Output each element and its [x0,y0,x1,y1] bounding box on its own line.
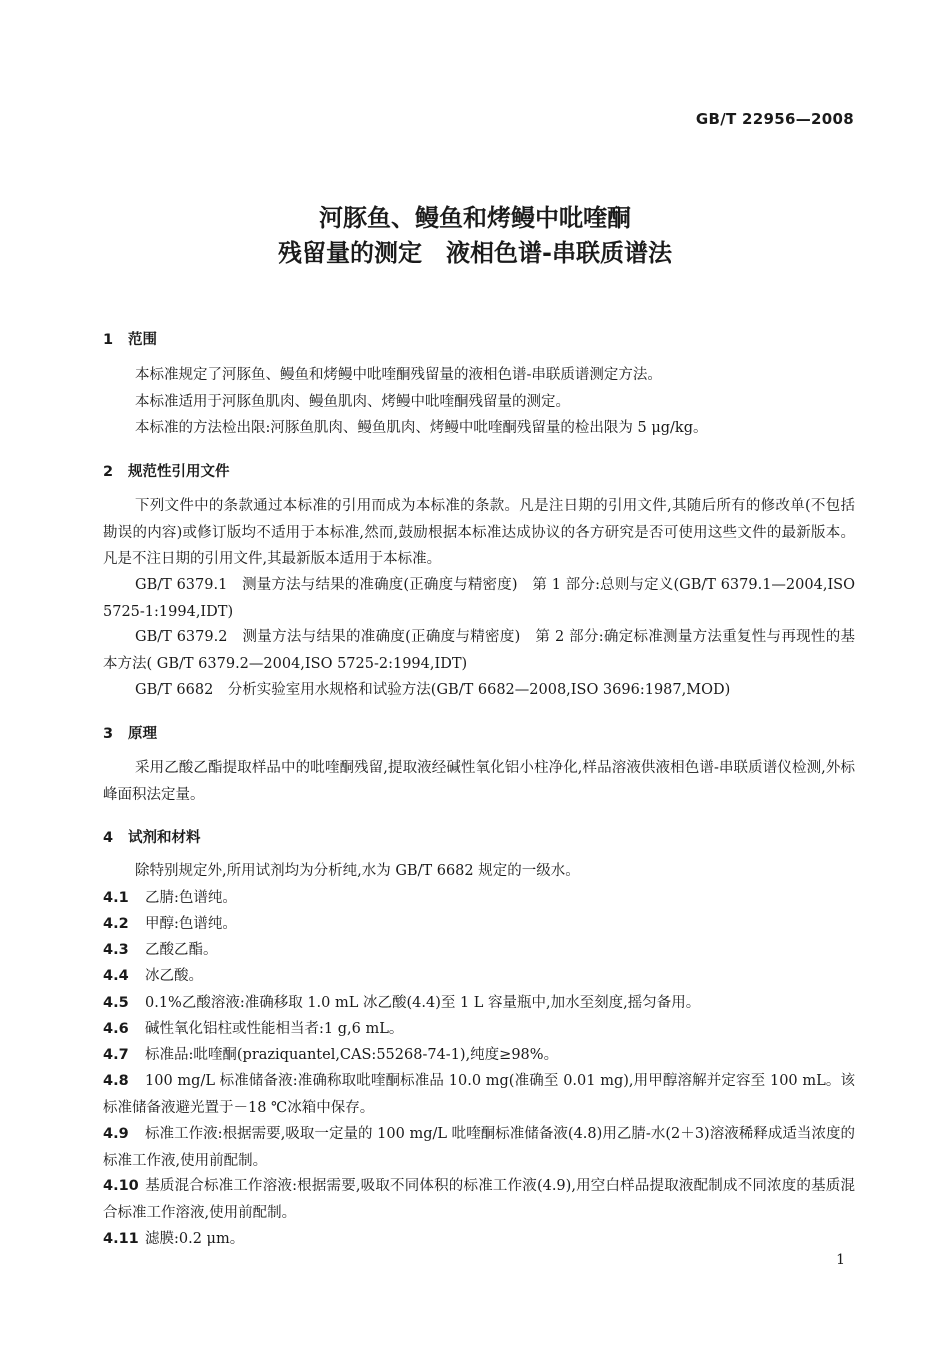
item-text: 滤膜:0.2 μm。 [145,1231,245,1247]
section-title: 规范性引用文件 [128,464,230,480]
item-number: 4.7 [103,1047,129,1063]
reagent-item [103,1226,855,1253]
reagent-item [103,1016,855,1043]
section-number: 1 [103,332,114,348]
section-title: 原理 [128,726,157,742]
item-text: 乙酸乙酯。 [145,942,218,958]
item-number: 4.2 [103,916,129,932]
section-1-paragraph: 本标准规定了河豚鱼、鳗鱼和烤鳗中吡喹酮残留量的液相色谱-串联质谱测定方法。 [135,367,662,383]
section-1-paragraph: 本标准的方法检出限:河豚鱼肌肉、鳗鱼肌肉、烤鳗中吡喹酮残留量的检出限为 5 μg/kg。 [135,420,708,436]
item-text: 碱性氧化铝柱或性能相当者:1 g,6 mL。 [145,1021,404,1037]
reagent-item [103,937,855,964]
item-text: 100 mg/L 标准储备液:准确称取吡喹酮标准品 10.0 mg(准确至 0.01 mg),用甲醇溶解并定容至 100 mL。该标准储备液避光置于－18 ℃冰箱中保存。 [103,1073,855,1116]
item-number: 4.5 [103,995,129,1011]
item-number: 4.9 [103,1126,129,1142]
item-text: 冰乙酸。 [145,968,203,984]
item-number: 4.8 [103,1073,129,1089]
section-2-intro: 下列文件中的条款通过本标准的引用而成为本标准的条款。凡是注日期的引用文件,其随后所有的修改单(不包括勘误的内容)或修订版均不适用于本标准,然而,鼓励根据本标准达成协议的各方研究是否可使用这些文件的最新版本。凡是不注日期的引用文件,其最新版本适用于本标准。 [103,498,855,567]
section-4-intro: 除特别规定外,所用试剂均为分析纯,水为 GB/T 6682 规定的一级水。 [135,863,580,879]
document-title-line-2: 残留量的测定 液相色谱-串联质谱法 [278,239,672,267]
reagent-item [103,963,855,990]
reagent-item [103,1173,855,1226]
item-text: 0.1%乙酸溶液:准确移取 1.0 mL 冰乙酸(4.4)至 1 L 容量瓶中,加水至刻度,摇匀备用。 [145,995,701,1011]
section-3-heading [103,722,157,743]
reagent-item [103,1121,855,1174]
item-number: 4.6 [103,1021,129,1037]
item-text: 甲醇:色谱纯。 [145,916,237,932]
item-number: 4.10 [103,1178,139,1194]
item-text: 基质混合标准工作溶液:根据需要,吸取不同体积的标准工作液(4.9),用空白样品提取液配制成不同浓度的基质混合标准工作溶液,使用前配制。 [103,1178,855,1221]
reagent-item [103,1042,855,1069]
reagent-item [103,911,855,938]
item-number: 4.4 [103,968,129,984]
section-3-paragraph: 采用乙酸乙酯提取样品中的吡喹酮残留,提取液经碱性氧化铝小柱净化,样品溶液供液相色谱-串联质谱仪检测,外标峰面积法定量。 [103,760,855,803]
section-1-paragraph: 本标准适用于河豚鱼肌肉、鳗鱼肌肉、烤鳗中吡喹酮残留量的测定。 [135,394,570,410]
normative-reference: GB/T 6379.2 测量方法与结果的准确度(正确度与精密度) 第 2 部分:确定标准测量方法重复性与再现性的基本方法( GB/T 6379.2—2004,ISO 5725-2:1994,IDT) [103,629,855,672]
item-text: 标准工作液:根据需要,吸取一定量的 100 mg/L 吡喹酮标准储备液(4.8)用乙腈-水(2＋3)溶液稀释成适当浓度的标准工作液,使用前配制。 [103,1126,855,1169]
reagent-item [103,1068,855,1121]
item-number: 4.3 [103,942,129,958]
section-number: 4 [103,830,114,846]
section-1-heading [103,328,157,349]
section-number: 2 [103,464,114,480]
reagent-item [103,885,855,912]
normative-reference: GB/T 6682 分析实验室用水规格和试验方法(GB/T 6682—2008,ISO 3696:1987,MOD) [135,682,731,698]
document-title-line-1: 河豚鱼、鳗鱼和烤鳗中吡喹酮 [319,204,631,232]
section-title: 试剂和材料 [128,830,201,846]
page-number: 1 [836,1252,845,1268]
section-2-heading [103,460,230,481]
section-number: 3 [103,726,114,742]
normative-reference: GB/T 6379.1 测量方法与结果的准确度(正确度与精密度) 第 1 部分:总则与定义(GB/T 6379.1—2004,ISO 5725-1:1994,IDT) [103,577,855,620]
standard-code: GB/T 22956—2008 [695,110,854,128]
item-text: 标准品:吡喹酮(praziquantel,CAS:55268-74-1),纯度≥98%。 [145,1047,559,1063]
reagent-item [103,990,855,1017]
item-text: 乙腈:色谱纯。 [145,890,237,906]
section-title: 范围 [128,332,157,348]
item-number: 4.1 [103,890,129,906]
item-number: 4.11 [103,1231,139,1247]
section-4-heading [103,826,201,847]
